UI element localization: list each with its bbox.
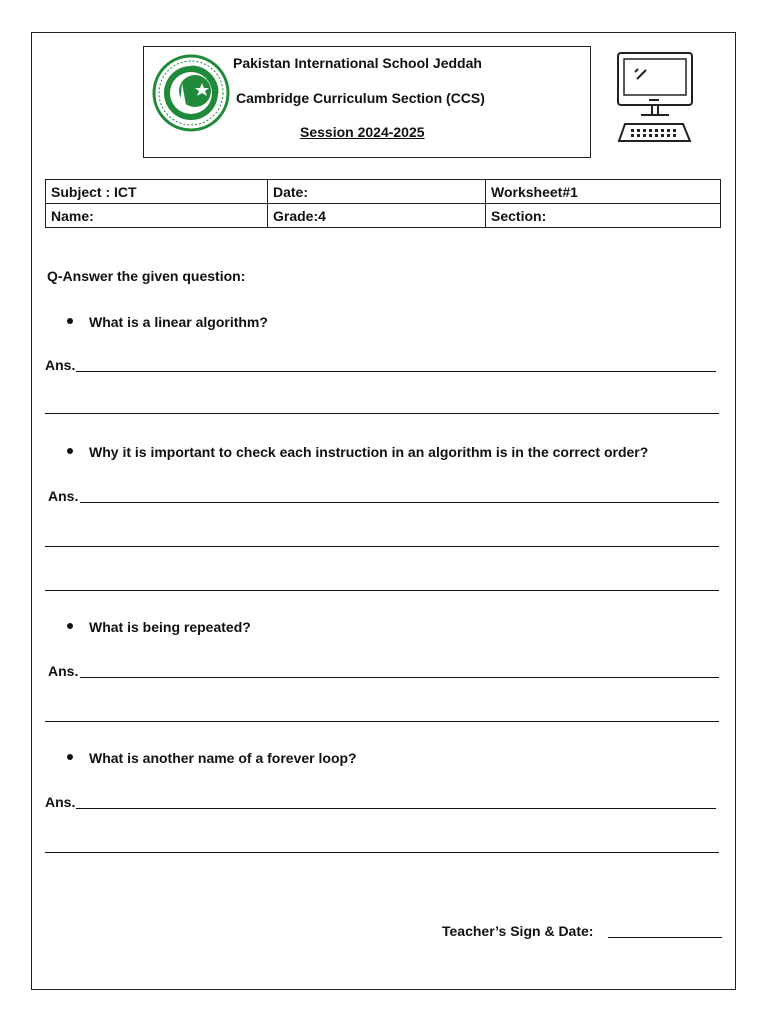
question-text: What is a linear algorithm? xyxy=(89,314,268,330)
school-name: Pakistan International School Jeddah xyxy=(233,55,482,71)
grade-cell: Grade:4 xyxy=(268,204,486,228)
answer-line[interactable] xyxy=(45,590,719,591)
answer-line[interactable] xyxy=(45,721,719,722)
name-cell: Name: xyxy=(46,204,268,228)
bullet-icon xyxy=(67,318,73,324)
answer-label: Ans. xyxy=(45,794,76,810)
question-2 xyxy=(67,444,648,460)
school-section: Cambridge Curriculum Section (CCS) xyxy=(236,90,485,106)
bullet-icon xyxy=(67,448,73,454)
answer-line[interactable] xyxy=(45,413,719,414)
school-crest-icon xyxy=(152,53,230,133)
question-text: Why it is important to check each instruction in an algorithm is in the correct order? xyxy=(89,444,649,460)
subject-cell: Subject : ICT xyxy=(46,180,268,204)
question-1 xyxy=(67,314,268,330)
teacher-sign-label: Teacher’s Sign & Date: xyxy=(442,923,594,939)
question-text: What is another name of a forever loop? xyxy=(89,750,357,766)
answer-line[interactable] xyxy=(45,852,719,853)
instruction-heading: Q-Answer the given question: xyxy=(47,268,246,284)
table-row xyxy=(46,180,721,204)
answer-line[interactable] xyxy=(80,502,719,503)
table-row xyxy=(46,204,721,228)
answer-label: Ans. xyxy=(48,488,79,504)
answer-line[interactable] xyxy=(76,808,716,809)
answer-line[interactable] xyxy=(76,371,716,372)
question-4 xyxy=(67,750,357,766)
date-cell: Date: xyxy=(268,180,486,204)
answer-line[interactable] xyxy=(45,546,719,547)
question-text: What is being repeated? xyxy=(89,619,251,635)
question-3 xyxy=(67,619,251,635)
answer-line[interactable] xyxy=(80,677,719,678)
answer-label: Ans. xyxy=(45,357,76,373)
answer-label: Ans. xyxy=(48,663,79,679)
worksheet-cell: Worksheet#1 xyxy=(486,180,721,204)
bullet-icon xyxy=(67,623,73,629)
teacher-sign-line[interactable] xyxy=(608,937,722,938)
student-info-table xyxy=(45,179,721,228)
session-label: Session 2024-2025 xyxy=(300,124,425,140)
desktop-computer-icon xyxy=(613,51,695,145)
page-border xyxy=(31,32,736,990)
bullet-icon xyxy=(67,754,73,760)
section-cell: Section: xyxy=(486,204,721,228)
